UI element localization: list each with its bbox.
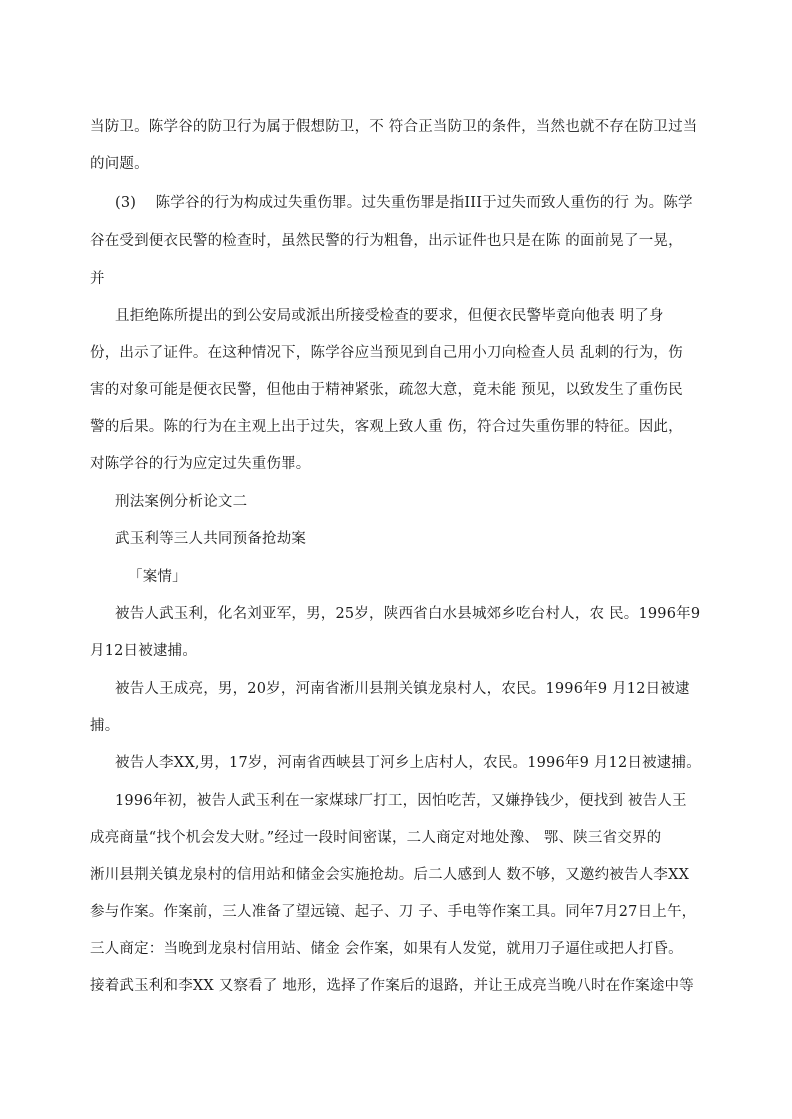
text-line: 被告人王成亮，男，20岁，河南省淅川县荆关镇龙泉村人，农民。1996年9 月12日被逮 [115,681,690,697]
text-line: 捕。 [90,718,120,734]
text-line: (3) 陈学谷的行为构成过失重伤罪。过失重伤罪是指III于过失而致人重伤的行 为。陈学 [115,195,693,211]
text-line: 淅川县荆关镇龙泉村的信用站和储金会实施抢劫。后二人感到人 数不够，又邀约被告人李XX [90,867,690,883]
text-line: 份，出示了证件。在这种情况下，陈学谷应当预见到自己用小刀向检查人员 乱刺的行为，伤 [90,345,683,361]
text-line: 害的对象可能是便衣民警，但他由于精神紧张，疏忽大意，竟未能 预见，以致发生了重伤民 [90,382,683,398]
text-line: 当防卫。陈学谷的防卫行为属于假想防卫，不 符合正当防卫的条件，当然也就不存在防卫过当 [90,119,698,135]
text-line: 警的后果。陈的行为在主观上出于过失，客观上致人重 伤，符合过失重伤罪的特征。因此， [90,419,683,435]
case-label: 「案情」 [128,569,187,585]
text-line: 三人商定：当晚到龙泉村信用站、储金 会作案，如果有人发觉，就用刀子逼住或把人打昏。 [90,941,683,957]
text-line: 并 [90,271,105,287]
text-line: 1996年初，被告人武玉利在一家煤球厂打工，因怕吃苦，又嫌挣钱少，便找到 被告人王 [115,793,687,809]
section-heading: 刑法案例分析论文二 [115,494,248,510]
text-line: 对陈学谷的行为应定过失重伤罪。 [90,456,311,472]
case-title: 武玉利等三人共同预备抢劫案 [115,531,307,547]
text-line: 月12日被逮捕。 [90,643,198,659]
text-line: 被告人李XX,男，17岁，河南省西峡县丁河乡上店村人，农民。1996年9 月12日被逮捕。 [115,755,701,771]
text-line: 成亮商量“找个机会发大财。”经过一段时间密谋，二人商定对地处豫、 鄂、陕三省交界的 [90,830,662,846]
text-line: 被告人武玉利，化名刘亚军，男，25岁，陕西省白水县城郊乡吃台村人，农 民。1996年9 [115,606,701,622]
text-line: 且拒绝陈所提出的到公安局或派出所接受检查的要求，但便衣民警毕竟向他表 明了身 [115,308,664,324]
text-line: 的问题。 [90,156,149,172]
text-line: 接着武玉利和李XX 又察看了 地形，选择了作案后的退路，并让王成亮当晚八时在作案途中等 [90,978,694,994]
text-line: 谷在受到便衣民警的检查时，虽然民警的行为粗鲁，出示证件也只是在陈 的面前晃了一晃， [90,233,683,249]
text-line: 参与作案。作案前，三人准备了望远镜、起子、刀 子、手电等作案工具。同年7月27日上午， [90,904,697,920]
